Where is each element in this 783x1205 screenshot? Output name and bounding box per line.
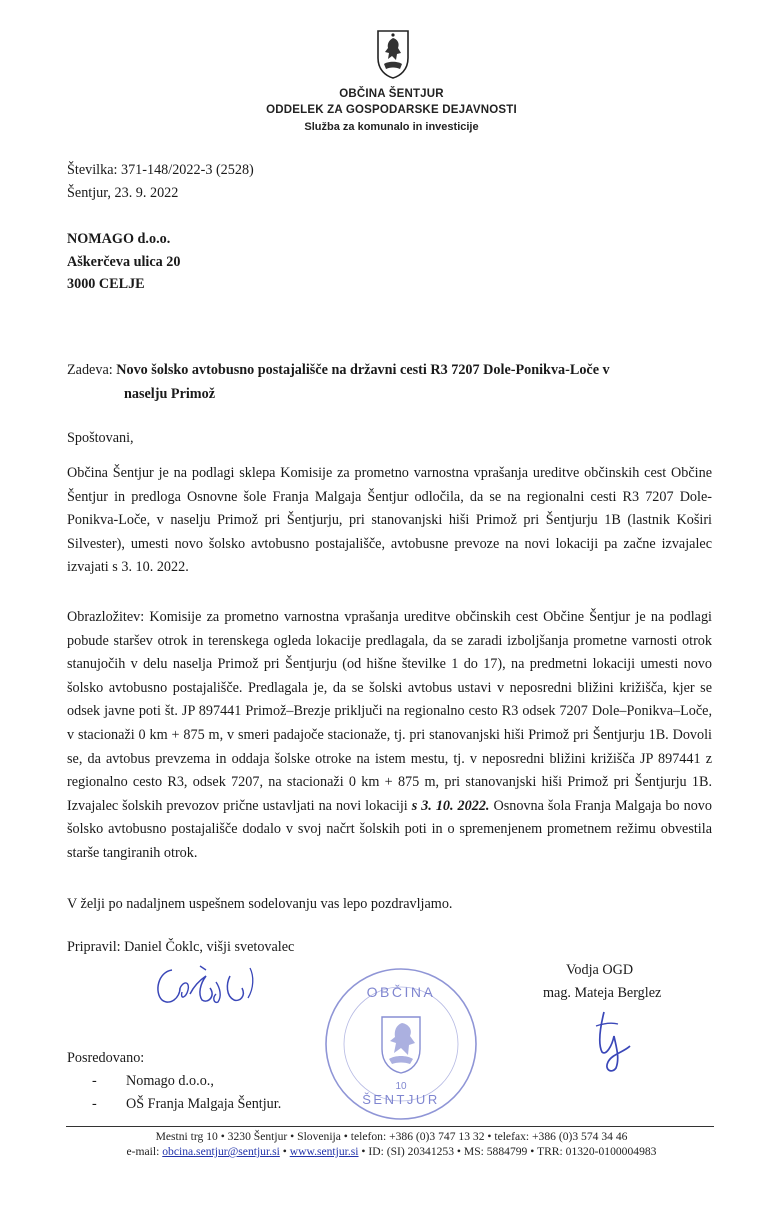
signatory-role: Vodja OGD [566,962,634,978]
place-date: Šentjur, 23. 9. 2022 [67,185,179,201]
coat-of-arms-icon [375,28,411,80]
distribution-label: Posredovano: [67,1050,145,1066]
stamp-top-text: OBČINA [366,984,436,1000]
recipient-name: NOMAGO d.o.o. [67,231,171,247]
distribution-item: - Nomago d.o.o., [92,1073,214,1089]
explanation-date: s 3. 10. 2022. [411,797,490,814]
footer-divider [66,1126,714,1127]
paragraph-decision: Občina Šentjur je na podlagi sklepa Komisije za prometno varnostna vprašanja ureditve občinskih cest Občine Šentjur in predloga Osnovne šole Franja Malgaja Šentjur odločila, da se na regionalni cesti R3 7207 Dole-Ponikva-Loče, v naselju Primož pri Šentjurju, pri stanovanjski hiši Primož pri Šentjurju 1B (lastnik Koširi Silvester), umesti novo šolsko avtobusno postajališče, avtobusne prevoze na novi lokaciji pa začne izvajalec izvajati s 3. 10. 2022. [67,465,712,576]
stamp-bottom-text: ŠENTJUR [362,1092,440,1107]
closing-line: V želji po nadaljnem uspešnem sodelovanju vas lepo pozdravljamo. [67,896,453,912]
org-name: OBČINA ŠENTJUR [339,88,444,100]
paragraph-explanation [67,606,712,866]
preparer-signature [150,958,268,1010]
footer-address: Mestni trg 10 • 3230 Šentjur • Slovenija • telefon: +386 (0)3 747 13 32 • telefax: +386 (0)3 574 34 46 [155,1130,628,1143]
prepared-by: Pripravil: Daniel Čoklc, višji svetovalec [67,939,295,955]
distribution-item: - OŠ Franja Malgaja Šentjur. [92,1096,282,1112]
explanation-text-2: Osnovna šola Franja Malgaja bo novo šolsko avtobusno postajališče dodalo v svoj načrt šolskih poti in o spremenjenem prometnem režimu obvestila starše tangiranih otrok. [67,797,712,861]
subject-label: Zadeva: [67,362,117,378]
stamp-number: 10 [395,1081,407,1092]
document-number: Številka: 371-148/2022-3 (2528) [67,162,254,178]
subject-text-1: Novo šolsko avtobusno postajališče na državni cesti R3 7207 Dole-Ponikva-Loče v [116,362,610,378]
official-stamp [322,965,480,1123]
email-link[interactable]: obcina.sentjur@sentjur.si [162,1145,280,1158]
recipient-street: Aškerčeva ulica 20 [67,254,181,270]
footer-contacts: e-mail: obcina.sentjur@sentjur.si • www.sentjur.si • ID: (SI) 20341253 • MS: 5884799 • TRR: 01320-0100004983 [126,1145,657,1158]
service-name: Služba za komunalo in investicije [304,121,479,133]
explanation-text-1: Obrazložitev: Komisije za prometno varnostna vprašanja ureditve občinskih cest Občine Šentjur je na podlagi pobude staršev otrok in terenskega ogleda lokacije predlagala, da se zaradi izboljšanja prometne varnosti otrok stanujočih v delu naselja Primož pri Šentjurju (od hišne številke 1 do 17), na predmetni lokaciji umesti novo šolsko avtobusno postajališče. Predlagala je, da se šolski avtobus ustavi v neposredni bližini križišča, kjer se odsek javne poti št. JP 897441 Primož–Brezje priključi na regionalno cesto R3 odsek 7207 Dole–Ponikva–Loče, v stacionaži 0 km + 875 m, v smeri padajoče stacionaže, tj. pri stanovanjski hiši Primož pri Šentjurju 1B. Dovoli se, da avtobus prevzema in oddaja šolske otroke na istem mestu, tj. v neposredni bližini križišča JP 897441 z regionalno cesto R3, odsek 7207, na stacionaži 0 km + 875 m, pri stanovanjski hiši Primož pri Šentjurju 1B. Izvajalec šolskih prevozov prične ustavljati na novi lokaciji [67,609,712,814]
subject-line [67,360,610,381]
stamp-crest-icon [382,1017,420,1073]
department-name: ODDELEK ZA GOSPODARSKE DEJAVNOSTI [266,104,517,116]
signatory-name: mag. Mateja Berglez [543,985,662,1001]
subject-text-2: naselju Primož [124,386,216,402]
greeting: Spoštovani, [67,430,134,446]
website-link[interactable]: www.sentjur.si [289,1145,359,1158]
signatory-signature [590,1006,650,1076]
recipient-city: 3000 CELJE [67,276,145,292]
